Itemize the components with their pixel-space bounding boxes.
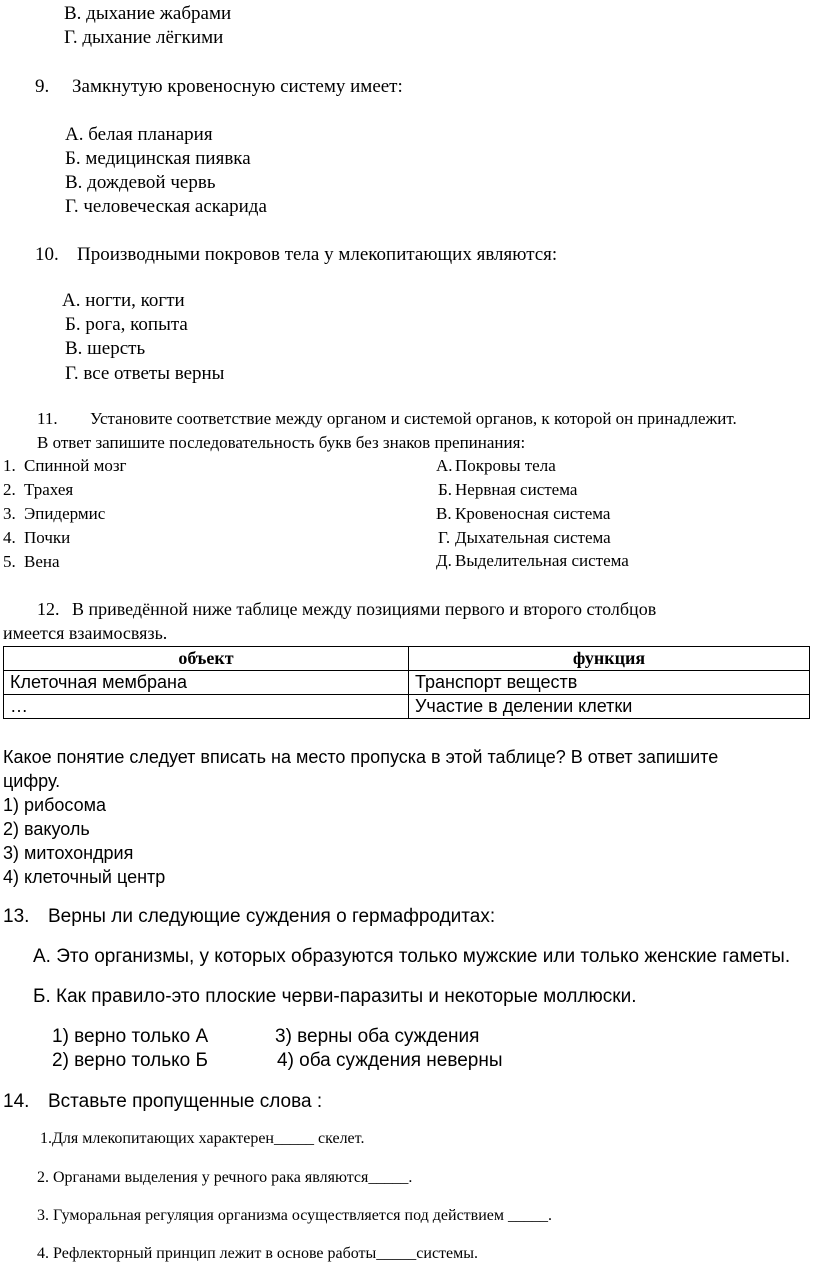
q13-number: 13. — [3, 906, 30, 927]
q12-option: 4) клеточный центр — [3, 867, 166, 887]
table-cell: Клеточная мембрана — [4, 671, 409, 695]
table-header-row — [4, 647, 810, 671]
q14-item: 2. Органами выделения у речного рака являются_____. — [37, 1169, 413, 1186]
q14-number: 14. — [3, 1091, 30, 1112]
q11-left-num: 3. — [3, 504, 16, 523]
q12-text: В приведённой ниже таблице между позициями первого и второго столбцов — [72, 599, 657, 619]
q9-text: Замкнутую кровеносную систему имеет: — [72, 76, 403, 97]
q11-right-item: Покровы тела — [455, 456, 556, 475]
q9-option-b: Б. медицинская пиявка — [65, 148, 251, 169]
q10-option-g: Г. все ответы верны — [65, 363, 225, 384]
q11-left-num: 2. — [3, 480, 16, 499]
q13-statement-b: Б. Как правило-это плоские черви-паразиты и некоторые моллюски. — [33, 986, 637, 1007]
q12-option: 1) рибосома — [3, 795, 106, 815]
q11-right-item: Нервная система — [455, 480, 578, 499]
q13-statement-a: А. Это организмы, у которых образуются только мужские или только женские гаметы. — [33, 946, 791, 967]
q14-text: Вставьте пропущенные слова : — [48, 1091, 323, 1112]
table-cell: Участие в делении клетки — [409, 695, 810, 719]
q11-right-item: Выделительная система — [455, 551, 629, 570]
q11-text: Установите соответствие между органом и системой органов, к которой он принадлежит. — [90, 409, 737, 428]
q12-text-continued: имеется взаимосвязь. — [3, 623, 168, 643]
q11-left-num: 5. — [3, 552, 16, 571]
q13-option: 2) верно только Б — [52, 1050, 208, 1071]
q11-right-letter: В. — [436, 504, 452, 523]
q11-left-item: Трахея — [24, 480, 74, 499]
q10-option-v: В. шерсть — [65, 338, 146, 359]
q11-number: 11. — [37, 409, 58, 428]
q14-item: 4. Рефлекторный принцип лежит в основе работы_____системы. — [37, 1245, 479, 1262]
q11-left-item: Вена — [24, 552, 60, 571]
q14-item: 1.Для млекопитающих характерен_____ скелет. — [40, 1130, 365, 1147]
table-header-object: объект — [4, 647, 409, 671]
table-header-function: функция — [409, 647, 810, 671]
q11-left-item: Эпидермис — [24, 504, 106, 523]
q9-option-g: Г. человеческая аскарида — [65, 196, 267, 217]
q9-option-a: А. белая планария — [65, 124, 213, 145]
table-row — [4, 671, 810, 695]
q13-option: 4) оба суждения неверны — [277, 1050, 503, 1071]
q11-left-num: 1. — [3, 456, 16, 475]
q12-number: 12. — [37, 599, 60, 619]
q11-left-num: 4. — [3, 528, 16, 547]
q11-left-item: Почки — [24, 528, 71, 547]
q11-right-item: Дыхательная система — [455, 528, 611, 547]
q11-right-letter: Г. — [438, 528, 451, 547]
q11-right-letter: Б. — [438, 480, 453, 499]
q10-number: 10. — [35, 244, 59, 265]
q9-option-v: В. дождевой червь — [65, 172, 216, 193]
q11-right-item: Кровеносная система — [455, 504, 611, 523]
q11-left-item: Спинной мозг — [24, 456, 127, 475]
q12-question-continued: цифру. — [3, 771, 61, 791]
q12-option: 3) митохондрия — [3, 843, 134, 863]
table-cell: … — [4, 695, 409, 719]
q11-right-letter: А. — [436, 456, 453, 475]
q14-item: 3. Гуморальная регуляция организма осуществляется под действием _____. — [37, 1207, 553, 1224]
q12-option: 2) вакуоль — [3, 819, 90, 839]
q12-table — [3, 646, 810, 719]
q10-option-a: А. ногти, когти — [62, 290, 185, 311]
q11-instruction: В ответ запишите последовательность букв без знаков препинания: — [37, 433, 526, 452]
q10-text: Производными покровов тела у млекопитающих являются: — [77, 244, 558, 265]
q11-right-letter: Д. — [436, 551, 452, 570]
q8-option-g: Г. дыхание лёгкими — [64, 27, 224, 48]
table-row — [4, 695, 810, 719]
q9-number: 9. — [35, 76, 50, 97]
q8-option-v: В. дыхание жабрами — [64, 3, 232, 24]
q13-text: Верны ли следующие суждения о гермафродитах: — [48, 906, 496, 927]
q13-option: 1) верно только А — [52, 1026, 209, 1047]
q13-option: 3) верны оба суждения — [275, 1026, 480, 1047]
q12-question: Какое понятие следует вписать на место пропуска в этой таблице? В ответ запишите — [3, 747, 719, 767]
q10-option-b: Б. рога, копыта — [65, 314, 188, 335]
table-cell: Транспорт веществ — [409, 671, 810, 695]
